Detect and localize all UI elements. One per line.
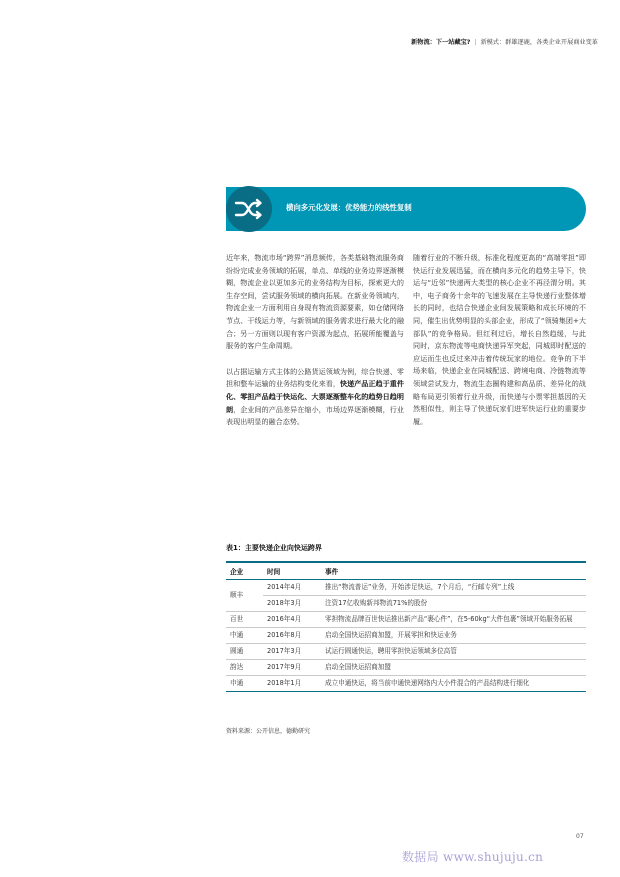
time-cell: 2017年9月 <box>263 660 321 676</box>
left-paragraph-2-bold: 快递产品正趋于重件化、零担产品趋于快运化、大票逐渐整车化的趋势日趋明朗 <box>226 379 404 414</box>
time-cell: 2017年3月 <box>263 644 321 660</box>
header-subtitle: 新模式：群雄逐鹿，各类企业开展商业变革 <box>480 39 598 46</box>
table-row <box>226 676 586 692</box>
time-cell: 2018年3月 <box>263 596 321 612</box>
header-time: 时间 <box>263 562 321 580</box>
table-row <box>226 596 586 612</box>
section-title: 横向多元化发展：优势能力的线性复制 <box>286 203 412 212</box>
company-cell: 申通 <box>226 676 263 692</box>
time-cell: 2016年8月 <box>263 628 321 644</box>
event-cell: 零担物流品牌百世快运推出新产品“裹心件”，在5-60kg“大件包裹”领域开始服务拓展 <box>321 612 586 628</box>
table-title: 表1：主要快递企业向快运跨界 <box>226 544 322 552</box>
table-row <box>226 660 586 676</box>
left-paragraph-1: 近年来，物流市场“跨界”消息频传，各类基础物流服务商纷纷完成业务领域的拓展，单点、单线的业务边界逐渐模糊，物流企业以更加多元的业务结构为目标，探索更大的生存空间，尝试服务领域的横向拓展。在新业务领域内，物流企业一方面利用自身现有物流资源要素，如仓储网络节点、干线运力等，与新领域的服务需求进行最大化的融合；另一方面则以现有客户资源为起点，拓展所能覆盖与服务的客户生命周期。 <box>226 253 404 351</box>
table-row <box>226 612 586 628</box>
left-paragraph-2-post: ，企业间的产品差异在缩小，市场边界逐渐模糊，行业表现出明显的融合态势。 <box>226 404 405 427</box>
header-separator: | <box>474 39 477 46</box>
table-header-row <box>226 562 586 580</box>
company-cell: 韵达 <box>226 660 263 676</box>
company-cell: 中通 <box>226 628 263 644</box>
time-cell: 2018年1月 <box>263 676 321 692</box>
page-number: 07 <box>576 833 584 840</box>
cross-border-table <box>226 561 586 692</box>
right-paragraph: 随着行业的不断升级，标准化程度更高的“高端零担”即快运行业发展迅猛，而在横向多元化的趋势主导下，快运与“近邻”快递两大类型的核心企业不再泾渭分明。其中，电子商务十余年的飞速发展在主导快递行业整体增长的同时，也结合快递企业间发展策略和成长环境的不同，催生出优势明显的头部企业，形成了“领骑集团+大部队”的竞争格局。但红利过后，增长自然趋缓，与此同时，京东物流等电商快递异军突起，同城即时配送的应运而生也反过来冲击着传统玩家的地位。竞争的下半场来临，快递企业在同城配送、跨境电商、冷链物流等领域尝试发力，物流生态圈构建和高品质、差异化的战略布局更引领着行业升级，而快递与小票零担基因的天然相似性，则主导了快递玩家们进军快运行业的重要步履。 <box>413 253 586 426</box>
right-column <box>413 252 586 441</box>
header-event: 事件 <box>321 562 586 580</box>
left-column <box>226 252 404 442</box>
event-cell: 成立申通快运，将当前申通快递网络内大小件混合的产品结构进行细化 <box>321 676 586 692</box>
company-cell: 顺丰 <box>226 580 263 612</box>
time-cell: 2016年4月 <box>263 612 321 628</box>
watermark: 数据局 www.shujuju.cn <box>402 850 544 864</box>
left-paragraph-2-pre: 以占据运输方式主体的公路货运领域为例，综合快递、零担和整车运输的业务结构变化来看， <box>226 366 404 389</box>
header-company: 企业 <box>226 562 263 580</box>
time-cell: 2014年4月 <box>263 580 321 596</box>
company-cell: 圆通 <box>226 644 263 660</box>
event-cell: 启动全国快运招商加盟，开展零担和快运业务 <box>321 628 586 644</box>
event-cell: 试运行圆通快运，聘用零担快运领域多位高管 <box>321 644 586 660</box>
source-note: 资料来源：公开信息，德勤研究 <box>226 728 311 735</box>
event-cell: 推出“物流普运”业务，开始涉足快运，7个月后，“行邮专列”上线 <box>321 580 586 596</box>
table-row <box>226 644 586 660</box>
company-cell: 百世 <box>226 612 263 628</box>
table-row <box>226 580 586 596</box>
event-cell: 注资17亿收购新邦物流71%的股份 <box>321 596 586 612</box>
event-cell: 启动全国快运招商加盟 <box>321 660 586 676</box>
running-header <box>411 37 598 46</box>
left-paragraph-2 <box>226 366 404 429</box>
header-title: 新物流：下一站藏宝? <box>411 39 471 46</box>
shuffle-icon <box>226 186 272 232</box>
table-row <box>226 628 586 644</box>
